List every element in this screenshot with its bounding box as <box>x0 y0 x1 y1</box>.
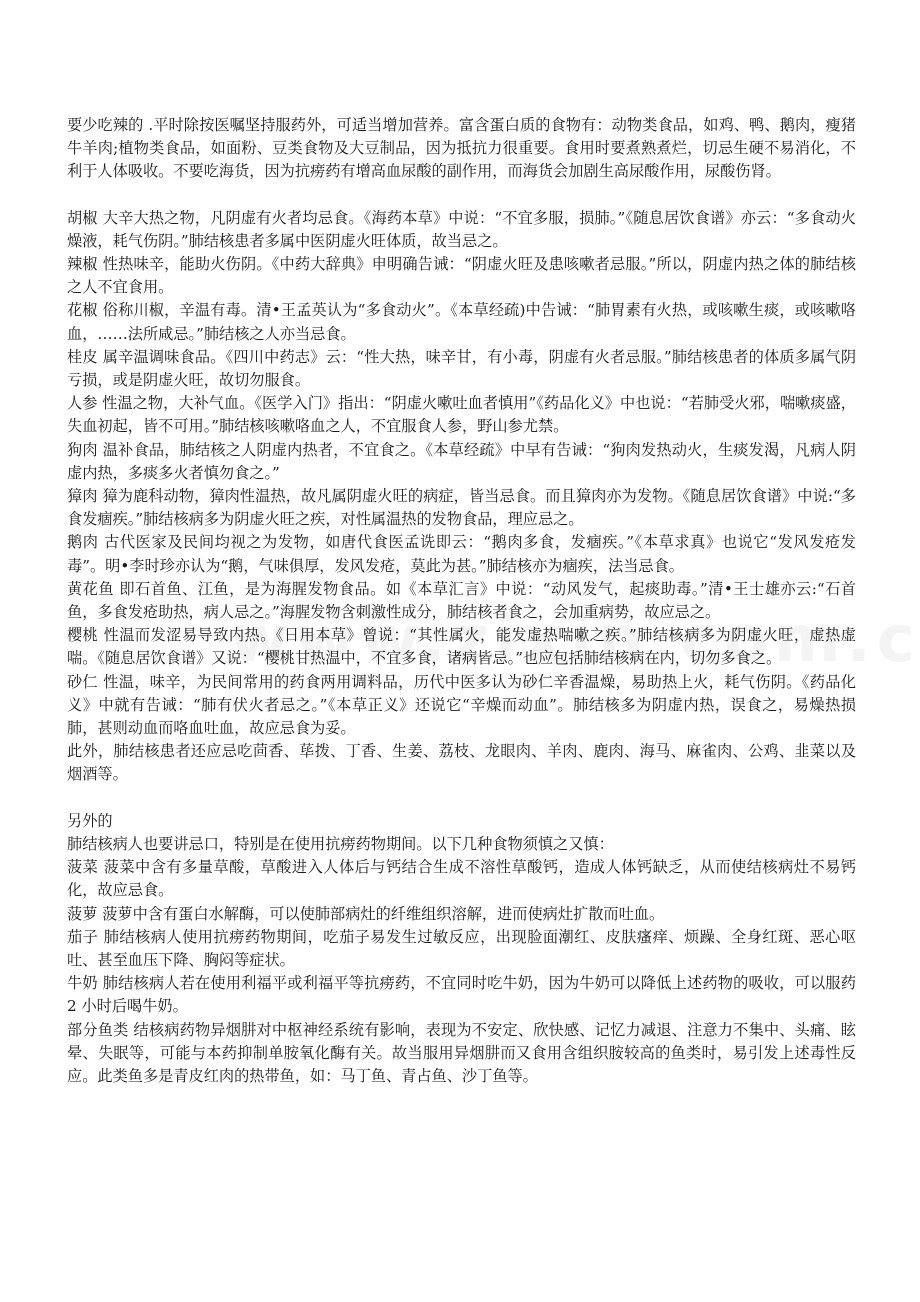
paragraph-spinach: 菠菜 菠菜中含有多量草酸，草酸进入人体后与钙结合生成不溶性草酸钙，造成人体钙缺乏，从而使结核病灶不易钙化，故应忌食。 <box>67 858 856 900</box>
paragraph-pineapple: 菠萝 菠萝中含有蛋白水解酶，可以使肺部病灶的纤维组织溶解，进而使病灶扩散而吐血。 <box>67 904 665 923</box>
paragraph-amomum: 砂仁 性温，味辛，为民间常用的药食两用调料品，历代中医多认为砂仁辛香温燥，易助热上火，耗气伤阴。《药品化义》中就有告诫：“肺有伏火者忌之。”《本草正义》还说它“辛燥而动血”。肺结核多为阴虚内热，误食之，易燥热损肺，甚则动血而咯血吐血，故应忌食为妥。 <box>67 672 856 738</box>
paragraph-sichuan-pepper: 花椒 俗称川椒，辛温有毒。清•王孟英认为“多食动火”。《本草经疏)中告诫：“肺胃素有火热，或咳嗽生痰，或咳嗽咯血，……法所咸忌。”肺结核之人亦当忌食。 <box>67 301 856 343</box>
paragraph-dog-meat: 狗肉 温补食品，肺结核之人阴虚内热者，不宜食之。《本草经疏》中早有告诫：“狗肉发热动火，生痰发渴，凡病人阴虚内热，多痰多火者慎勿食之。” <box>67 440 856 482</box>
section-heading: 另外的 <box>67 811 113 830</box>
paragraph-ginseng: 人参 性温之物，大补气血。《医学入门》指出：“阴虚火嗽吐血者慎用”《药品化义》中也说：“若肺受火邪，喘嗽痰盛，失血初起，皆不可用。”肺结核咳嗽咯血之人，不宜服食人参，野山参尤禁。 <box>67 394 856 436</box>
paragraph-caution-intro: 肺结核病人也要讲忌口，特别是在使用抗痨药物期间。以下几种食物须慎之又慎： <box>67 834 614 853</box>
paragraph-eggplant: 茄子 肺结核病人使用抗痨药物期间，吃茄子易发生过敏反应，出现脸面潮红、皮肤瘙痒、烦躁、全身红斑、恶心呕吐、甚至血压下降、胸闷等症状。 <box>67 927 856 969</box>
paragraph-intro: 要少吃辣的 .平时除按医嘱坚持服药外，可适当增加营养。富含蛋白质的食物有：动物类食品，如鸡、鸭、鹅肉，瘦猪牛羊肉;植物类食品，如面粉、豆类食物及大豆制品，因为抵抗力很重要。食用时要煮熟煮烂，切忌生硬不易消化，不利于人体吸收。不要吃海货，因为抗痨药有增高血尿酸的副作用，而海货会加剧生高尿酸作用，尿酸伤肾。 <box>67 116 856 181</box>
paragraph-chili: 辣椒 性热味辛，能助火伤阴。《中药大辞典》申明确告诫：“阴虚火旺及患咳嗽者忌服。”所以，阴虚内热之体的肺结核之人不宜食用。 <box>67 255 856 297</box>
paragraph-pepper: 胡椒 大辛大热之物，凡阴虚有火者均忌食。《海药本草》中说：“不宜多服，损肺。”《随息居饮食谱》亦云：“多食动火燥液，耗气伤阴。”肺结核患者多属中医阴虚火旺体质，故当忌之。 <box>67 208 856 250</box>
paragraph-goose: 鹅肉 古代医家及民间均视之为发物，如唐代食医孟诜即云：“鹅肉多食，发痼疾。”《本草求真》也说它“发风发疮发毒”。明•李时珍亦认为“鹅，气味俱厚，发风发疮，莫此为甚。”肺结核亦为痼疾，法当忌食。 <box>67 533 856 575</box>
paragraph-fish: 部分鱼类 结核病药物异烟肼对中枢神经系统有影响，表现为不安定、欣快感、记忆力减退、注意力不集中、头痛、眩晕、失眠等，可能与本药抑制单胺氧化酶有关。故当服用异烟肼而又食用含组织胺较高的鱼类时，易引发上述毒性反应。此类鱼多是青皮红肉的热带鱼，如：马丁鱼、青占鱼、沙丁鱼等。 <box>67 1020 856 1085</box>
paragraph-gap <box>67 184 856 207</box>
paragraph-milk: 牛奶 肺结核病人若在使用利福平或利福平等抗痨药，不宜同时吃牛奶，因为牛奶可以降低上述药物的吸收，可以服药 2 小时后喝牛奶。 <box>67 974 856 1016</box>
paragraph-cinnamon: 桂皮 属辛温调味食品。《四川中药志》云：“性大热，味辛甘，有小毒，阴虚有火者忌服。”肺结核患者的体质多属气阴亏损，或是阴虚火旺，故切勿服食。 <box>67 347 857 390</box>
paragraph-cherry: 樱桃 性温而发涩易导致内热。《日用本草》曾说：“其性属火，能发虚热喘嗽之疾。”肺结核病多为阴虚火旺，虚热虚喘。《随息居饮食谱》又说：“樱桃甘热温中，不宜多食，诸病皆忌。”也应包括肺结核病在内，切勿多食之。 <box>67 626 856 668</box>
paragraph-croaker: 黄花鱼 即石首鱼、江鱼，是为海腥发物食品。如《本草汇言》中说：“动风发气，起痰助毒。”清•王士雄亦云:“石首鱼，多食发疮助热，病人忌之。”海腥发物含刺激性成分，肺结核者食之，会加重病势，故应忌之。 <box>67 579 856 622</box>
paragraph-river-deer: 獐肉 獐为鹿科动物，獐肉性温热，故凡属阴虚火旺的病症，皆当忌食。而且獐肉亦为发物。《随息居饮食谱》中说:“多食发痼疾。”肺结核病多为阴虚火旺之疾，对性属温热的发物食品，理应忌之。 <box>67 487 856 529</box>
paragraph-gap <box>67 787 856 810</box>
paragraph-other-foods: 此外，肺结核患者还应忌吃茴香、荜拨、丁香、生姜、荔枝、龙眼肉、羊肉、鹿肉、海马、麻雀肉、公鸡、韭菜以及烟酒等。 <box>67 742 856 784</box>
